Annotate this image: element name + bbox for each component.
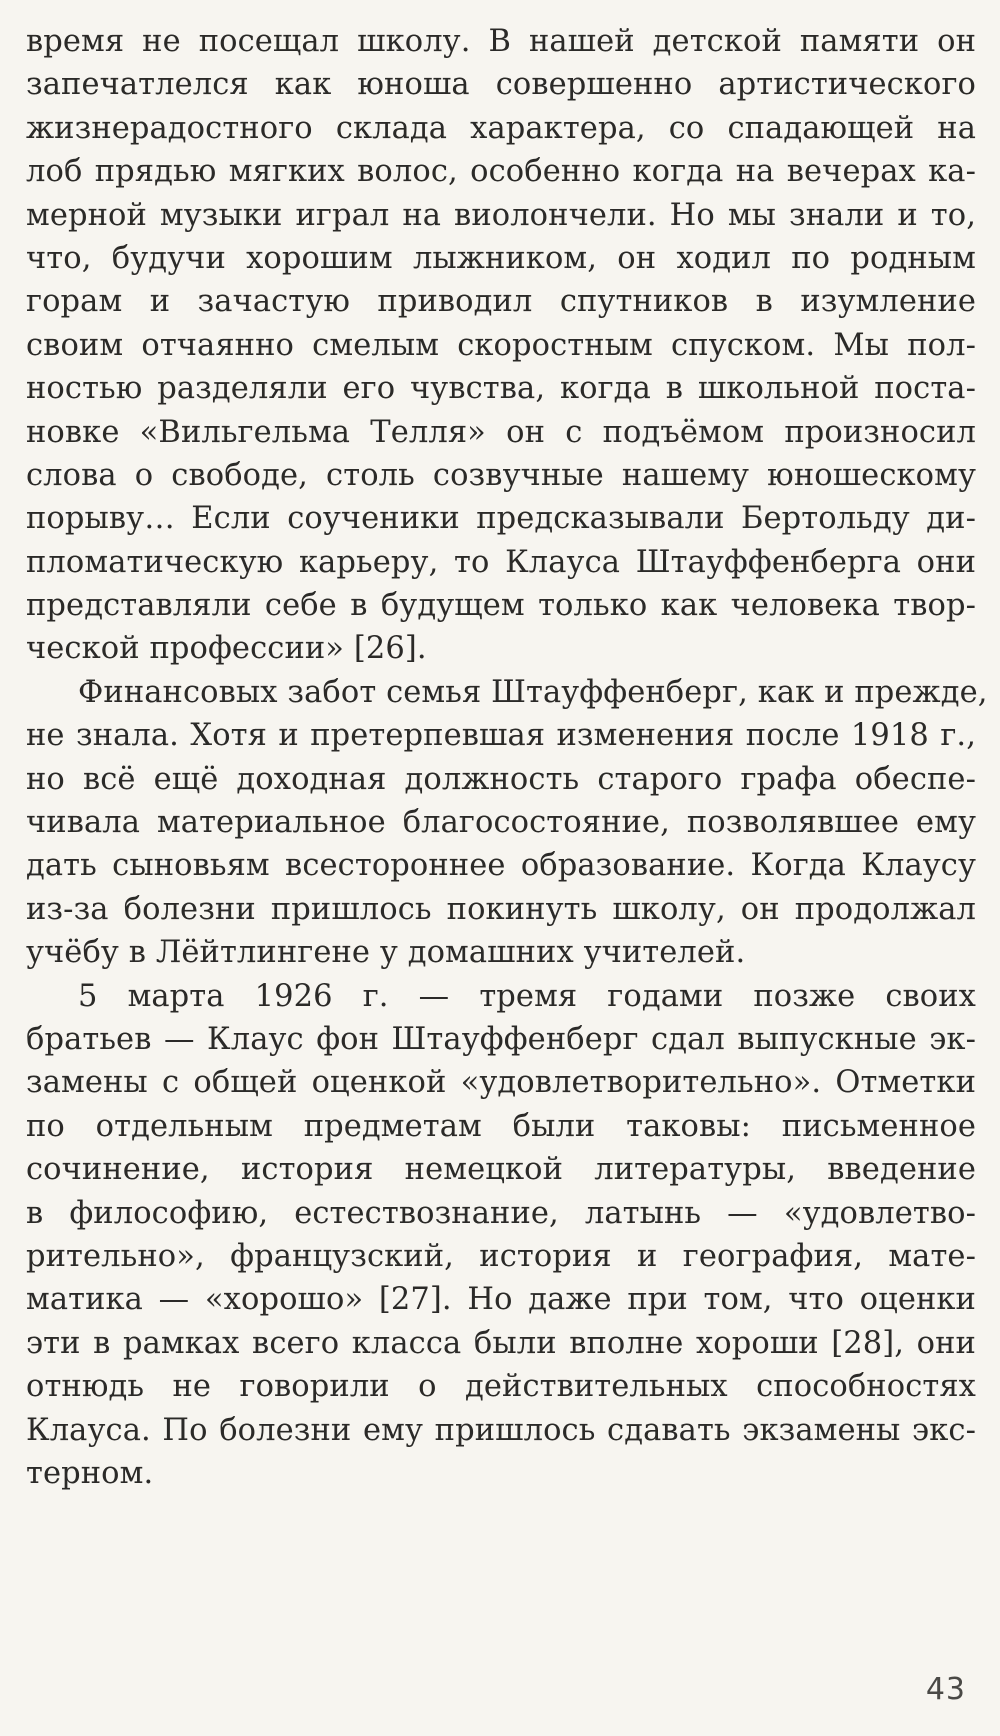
text-line: ностью разделяли его чувства, когда в школьной поста- (26, 371, 976, 407)
text-line: чивала материальное благосостояние, позволявшее ему (26, 805, 976, 841)
paragraph (26, 671, 988, 975)
text-line: представляли себе в будущем только как человека твор- (26, 588, 976, 624)
text-line: отнюдь не говорили о действительных способностях (26, 1369, 976, 1405)
text-line: по отдельным предметам были таковы: письменное (26, 1108, 976, 1144)
text-line: Клауса. По болезни ему пришлось сдавать экзамены экс- (26, 1412, 976, 1448)
text-line: время не посещал школу. В нашей детской памяти он (26, 24, 976, 59)
page-body (26, 20, 988, 1495)
text-line: дать сыновьям всестороннее образование. Когда Клаусу (26, 848, 976, 884)
text-line: но всё ещё доходная должность старого графа обеспе- (26, 761, 976, 797)
text-line: пломатическую карьеру, то Клауса Штауффенберга они (26, 544, 976, 580)
text-line: братьев — Клаус фон Штауффенберг сдал выпускные эк- (26, 1021, 976, 1057)
text-line: замены с общей оценкой «удовлетворительно». Отметки (26, 1065, 976, 1101)
text-line: эти в рамках всего класса были вполне хороши [28], они (26, 1325, 976, 1361)
text-line: из-за болезни пришлось покинуть школу, он продолжал (26, 891, 976, 927)
text-line: 5 марта 1926 г. — тремя годами позже своих (78, 978, 976, 1014)
text-line: терном. (26, 1455, 154, 1491)
text-line: в философию, естествознание, латынь — «удовлетво- (26, 1195, 976, 1231)
page-number: 43 (925, 1672, 966, 1707)
text-line: не знала. Хотя и претерпевшая изменения после 1918 г., (26, 718, 976, 754)
text-line: мерной музыки играл на виолончели. Но мы знали и то, (26, 197, 976, 233)
text-line: ческой профессии» [26]. (26, 631, 427, 667)
text-line: слова о свободе, столь созвучные нашему юношескому (26, 457, 976, 493)
text-line: лоб прядью мягких волос, особенно когда на вечерах ка- (26, 154, 976, 190)
text-line: матика — «хорошо» [27]. Но даже при том, что оценки (26, 1282, 976, 1318)
text-line: Финансовых забот семья Штауффенберг, как и прежде, (78, 674, 988, 710)
text-line: учёбу в Лёйтлингене у домашних учителей. (26, 935, 746, 971)
text-line: рительно», французский, история и география, мате- (26, 1238, 976, 1274)
text-line: жизнерадостного склада характера, со спадающей на (26, 110, 976, 146)
text-line: порыву… Если соученики предсказывали Бертольду ди- (26, 501, 976, 537)
paragraph (26, 975, 976, 1496)
text-line: горам и зачастую приводил спутников в изумление (26, 284, 976, 320)
text-line: новке «Вильгельма Телля» он с подъёмом произносил (26, 414, 976, 450)
text-line: что, будучи хорошим лыжником, он ходил по родным (26, 240, 976, 276)
text-line: запечатлелся как юноша совершенно артистического (26, 67, 976, 103)
paragraph (26, 20, 976, 671)
text-line: своим отчаянно смелым скоростным спуском. Мы пол- (26, 327, 976, 363)
text-line: сочинение, история немецкой литературы, введение (26, 1152, 976, 1188)
